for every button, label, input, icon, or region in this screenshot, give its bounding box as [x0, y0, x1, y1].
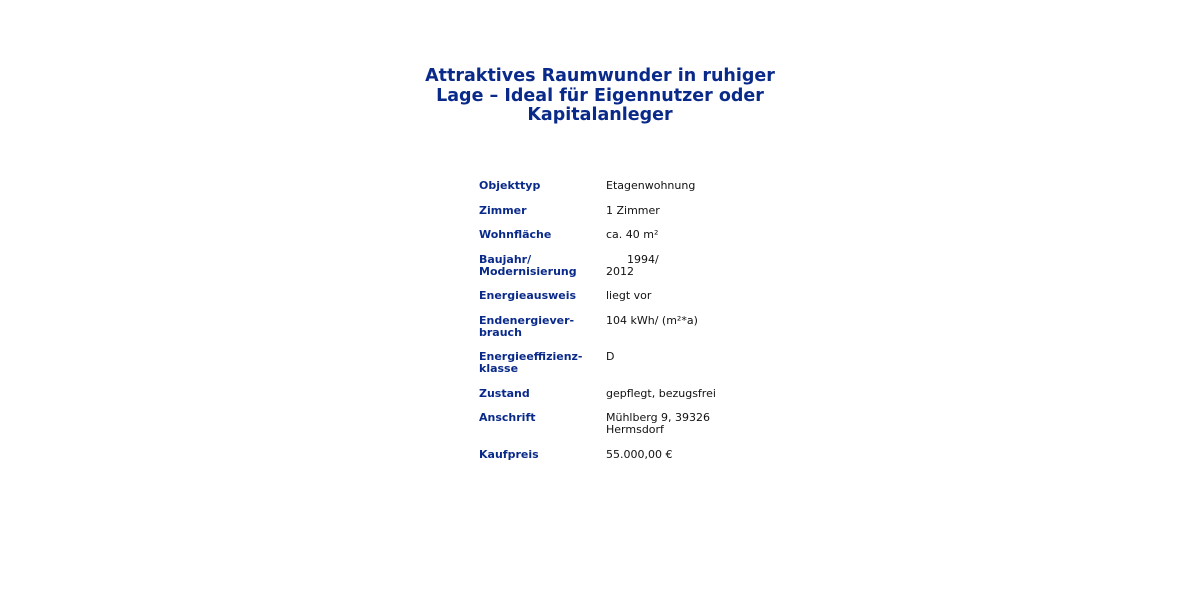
detail-value: D	[606, 350, 615, 363]
detail-value: 1 Zimmer	[606, 203, 660, 217]
property-details-table	[479, 180, 779, 473]
detail-label: Objekttyp	[479, 179, 541, 192]
detail-row-baujahr	[479, 254, 779, 291]
detail-label: Baujahr/ Modernisierung	[479, 252, 577, 278]
detail-row-energieeffizienzklasse	[479, 351, 779, 388]
detail-value: 55.000,00 €	[606, 447, 673, 461]
detail-row-zustand	[479, 388, 779, 413]
detail-label: Wohnfläche	[479, 228, 552, 241]
detail-value: Etagenwohnung	[606, 179, 696, 192]
detail-value: liegt vor	[606, 289, 652, 302]
detail-row-wohnflaeche	[479, 229, 779, 254]
detail-row-kaufpreis	[479, 449, 779, 474]
detail-row-zimmer	[479, 205, 779, 230]
detail-value: 1994/ 2012	[606, 252, 659, 278]
detail-label: Endenergiever- brauch	[479, 313, 575, 339]
detail-label: Kaufpreis	[479, 447, 539, 461]
detail-label: Energieeffizienz- klasse	[479, 350, 583, 375]
listing-title: Attraktives Raumwunder in ruhiger Lage – Ideal für Eigennutzer oder Kapitalanleger	[425, 66, 775, 125]
detail-label: Zustand	[479, 386, 530, 400]
detail-label: Energieausweis	[479, 289, 577, 302]
detail-row-anschrift	[479, 412, 779, 449]
detail-row-objekttyp	[479, 180, 779, 205]
detail-value: gepflegt, bezugsfrei	[606, 386, 716, 400]
detail-label: Zimmer	[479, 203, 527, 217]
detail-row-energieausweis	[479, 290, 779, 315]
detail-label: Anschrift	[479, 411, 536, 424]
detail-row-endenergieverbrauch	[479, 315, 779, 352]
detail-value: Mühlberg 9, 39326 Hermsdorf	[606, 411, 711, 436]
detail-value: ca. 40 m²	[606, 228, 659, 241]
detail-value: 104 kWh/ (m²*a)	[606, 313, 698, 327]
